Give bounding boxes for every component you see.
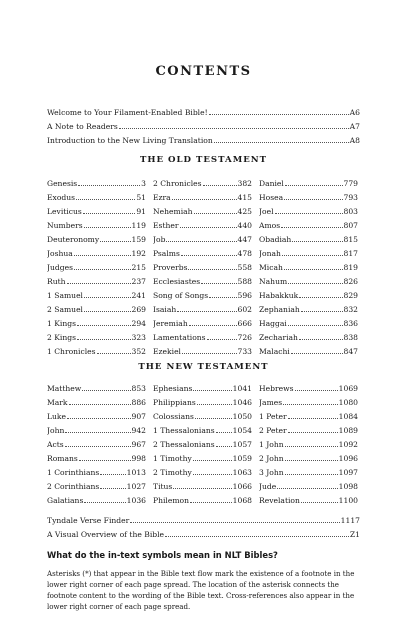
toc-entry[interactable]	[47, 478, 146, 492]
book-column	[47, 380, 146, 506]
entry-name: Zechariah	[259, 333, 298, 342]
entry-name: Ezra	[153, 193, 171, 202]
entry-name: Welcome to Your Filament-Enabled Bible!	[47, 108, 208, 117]
toc-entry[interactable]	[47, 512, 360, 526]
toc-entry[interactable]	[153, 422, 252, 436]
dot-leader	[214, 132, 349, 143]
entry-page: 237	[131, 277, 146, 286]
entry-name: Galatians	[47, 496, 84, 505]
dot-leader	[67, 408, 130, 419]
entry-page: 323	[131, 333, 146, 342]
entry-page: 352	[131, 347, 146, 356]
entry-page: 415	[237, 193, 252, 202]
dot-leader	[193, 464, 232, 475]
entry-name: 2 Kings	[47, 333, 76, 342]
toc-entry[interactable]	[259, 273, 358, 287]
entry-name: 2 Corinthians	[47, 482, 100, 491]
entry-name: Ephesians	[153, 384, 193, 393]
toc-entry[interactable]	[259, 464, 358, 478]
toc-entry[interactable]	[259, 380, 358, 394]
book-column	[259, 175, 358, 357]
dot-leader	[275, 203, 343, 214]
entry-page: 241	[131, 291, 146, 300]
entry-name: Joel	[259, 207, 274, 216]
old-testament-heading: THE OLD TESTAMENT	[139, 155, 268, 165]
entry-page: 853	[131, 384, 146, 393]
entry-page: 907	[131, 412, 146, 421]
entry-page: 1080	[338, 398, 358, 407]
dot-leader	[201, 273, 236, 284]
toc-entry[interactable]	[153, 217, 252, 231]
toc-entry[interactable]	[47, 132, 360, 146]
dot-leader	[282, 245, 343, 256]
toc-entry[interactable]	[153, 245, 252, 259]
entry-page: 215	[131, 263, 146, 272]
toc-entry[interactable]	[153, 315, 252, 329]
toc-entry[interactable]	[47, 315, 146, 329]
entry-name: Jude	[259, 482, 277, 491]
entry-name: Tyndale Verse Finder	[47, 516, 130, 525]
entry-name: Titus	[153, 482, 173, 491]
dot-leader	[209, 287, 236, 298]
toc-entry[interactable]	[259, 231, 358, 245]
entry-page: 1054	[232, 426, 252, 435]
dot-leader	[288, 408, 338, 419]
toc-entry[interactable]	[259, 450, 358, 464]
entry-page: 1089	[338, 426, 358, 435]
dot-leader	[190, 492, 232, 503]
dot-leader	[182, 343, 237, 354]
dot-leader	[281, 217, 342, 228]
book-column	[153, 175, 252, 357]
entry-name: 2 Samuel	[47, 305, 83, 314]
toc-entry[interactable]	[259, 343, 358, 357]
new-testament-grid	[47, 380, 360, 506]
toc-entry[interactable]	[47, 104, 360, 118]
dot-leader	[173, 478, 231, 489]
entry-name: 3 John	[259, 468, 284, 477]
dot-leader	[67, 273, 131, 284]
entry-name: 1 Kings	[47, 319, 76, 328]
dot-leader	[74, 259, 130, 270]
entry-page: 793	[343, 193, 358, 202]
toc-entry[interactable]	[153, 408, 252, 422]
entry-name: Genesis	[47, 179, 78, 188]
dot-leader	[288, 273, 342, 284]
entry-page: 886	[131, 398, 146, 407]
toc-entry[interactable]	[47, 422, 146, 436]
entry-page: 1041	[232, 384, 252, 393]
entry-name: Malachi	[259, 347, 290, 356]
toc-entry[interactable]	[47, 217, 146, 231]
toc-entry[interactable]	[259, 436, 358, 450]
toc-entry[interactable]	[47, 436, 146, 450]
toc-entry[interactable]	[47, 492, 146, 506]
toc-entry[interactable]	[259, 203, 358, 217]
entry-name: A Note to Readers	[47, 122, 118, 131]
entry-page: 998	[131, 454, 146, 463]
entry-name: Exodus	[47, 193, 76, 202]
dot-leader	[119, 118, 349, 129]
entry-name: 2 John	[259, 454, 284, 463]
dot-leader	[197, 394, 232, 405]
dot-leader	[69, 394, 131, 405]
entry-name: Ezekiel	[153, 347, 181, 356]
toc-entry[interactable]	[259, 478, 358, 492]
entry-page: 602	[237, 305, 252, 314]
entry-name: A Visual Overview of the Bible	[47, 530, 165, 539]
old-testament-grid	[47, 175, 360, 357]
toc-entry[interactable]	[153, 273, 252, 287]
entry-name: Judges	[47, 263, 74, 272]
entry-page: 588	[237, 277, 252, 286]
entry-page: 440	[237, 221, 252, 230]
entry-name: Psalms	[153, 249, 180, 258]
entry-page: 819	[343, 263, 358, 272]
entry-name: Haggai	[259, 319, 287, 328]
dot-leader	[82, 380, 130, 391]
toc-entry[interactable]	[259, 492, 358, 506]
toc-entry[interactable]	[47, 464, 146, 478]
entry-name: Amos	[259, 221, 281, 230]
entry-page: 1097	[338, 468, 358, 477]
entry-name: 1 Corinthians	[47, 468, 100, 477]
dot-leader	[189, 315, 237, 326]
dot-leader	[84, 287, 131, 298]
entry-name: Revelation	[259, 496, 300, 505]
entry-page: 1068	[232, 496, 252, 505]
toc-entry[interactable]	[47, 245, 146, 259]
toc-entry[interactable]	[259, 315, 358, 329]
toc-entry[interactable]	[47, 329, 146, 343]
dot-leader	[194, 203, 237, 214]
entry-name: Jonah	[259, 249, 281, 258]
toc-entry[interactable]	[153, 231, 252, 245]
entry-name: Hosea	[259, 193, 284, 202]
toc-entry[interactable]	[153, 301, 252, 315]
entry-page: 447	[237, 235, 252, 244]
toc-entry[interactable]	[259, 287, 358, 301]
dot-leader	[180, 217, 237, 228]
entry-name: Micah	[259, 263, 283, 272]
dot-leader	[301, 301, 343, 312]
entry-page: 1069	[338, 384, 358, 393]
entry-name: Proverbs	[153, 263, 188, 272]
entry-name: Song of Songs	[153, 291, 209, 300]
toc-entry[interactable]	[47, 394, 146, 408]
entry-page: 779	[343, 179, 358, 188]
entry-name: Daniel	[259, 179, 284, 188]
toc-entry[interactable]	[153, 287, 252, 301]
entry-page: 1100	[338, 496, 358, 505]
entry-name: Zephaniah	[259, 305, 300, 314]
entry-page: 1057	[232, 440, 252, 449]
dot-leader	[285, 175, 343, 186]
entry-page: 1036	[126, 496, 146, 505]
dot-leader	[301, 492, 338, 503]
entry-name: Romans	[47, 454, 78, 463]
entry-name: Jeremiah	[153, 319, 188, 328]
toc-entry[interactable]	[259, 175, 358, 189]
toc-entry[interactable]	[153, 394, 252, 408]
toc-entry[interactable]	[47, 118, 360, 132]
entry-page: 1050	[232, 412, 252, 421]
entry-page: A7	[349, 122, 360, 131]
dot-leader	[100, 231, 130, 242]
entry-page: 733	[237, 347, 252, 356]
entry-page: 666	[237, 319, 252, 328]
entry-name: Habakkuk	[259, 291, 299, 300]
dot-leader	[291, 343, 343, 354]
dot-leader	[193, 380, 231, 391]
toc-entry[interactable]	[153, 175, 252, 189]
toc-entry[interactable]	[47, 231, 146, 245]
entry-name: 1 Timothy	[153, 454, 192, 463]
toc-entry[interactable]	[47, 301, 146, 315]
dot-leader	[100, 478, 125, 489]
entry-page: 119	[131, 221, 146, 230]
entry-name: Ecclesiastes	[153, 277, 201, 286]
entry-name: Ruth	[47, 277, 66, 286]
entry-name: Nehemiah	[153, 207, 193, 216]
entry-name: 1 Chronicles	[47, 347, 96, 356]
entry-page: 942	[131, 426, 146, 435]
entry-name: Job	[153, 235, 166, 244]
toc-entry[interactable]	[153, 259, 252, 273]
entry-page: 815	[343, 235, 358, 244]
entry-page: Z1	[349, 530, 360, 539]
dot-leader	[130, 512, 339, 523]
toc-entry[interactable]	[153, 380, 252, 394]
dot-leader	[285, 436, 338, 447]
dot-leader	[285, 450, 338, 461]
entry-page: 726	[237, 333, 252, 342]
toc-entry[interactable]	[153, 450, 252, 464]
entry-page: 836	[343, 319, 358, 328]
entry-name: James	[259, 398, 283, 407]
toc-entry[interactable]	[47, 273, 146, 287]
dot-leader	[288, 315, 343, 326]
dot-leader	[83, 203, 136, 214]
entry-page: 1117	[340, 516, 360, 525]
dot-leader	[78, 175, 140, 186]
toc-entry[interactable]	[259, 422, 358, 436]
toc-entry[interactable]	[153, 478, 252, 492]
dot-leader	[195, 408, 232, 419]
new-testament-heading: THE NEW TESTAMENT	[138, 362, 269, 372]
entry-page: 967	[131, 440, 146, 449]
dot-leader	[77, 329, 131, 340]
entry-name: Philemon	[153, 496, 190, 505]
entry-page: A6	[349, 108, 360, 117]
entry-name: Luke	[47, 412, 67, 421]
entry-name: Deuteronomy	[47, 235, 100, 244]
entry-page: 829	[343, 291, 358, 300]
entry-name: Nahum	[259, 277, 288, 286]
page-title: CONTENTS	[155, 64, 252, 79]
dot-leader	[84, 301, 131, 312]
entry-page: 1059	[232, 454, 252, 463]
entry-name: 1 Thessalonians	[153, 426, 215, 435]
toc-entry[interactable]	[259, 259, 358, 273]
dot-leader	[165, 526, 349, 537]
toc-entry[interactable]	[47, 380, 146, 394]
toc-entry[interactable]	[47, 343, 146, 357]
dot-leader	[65, 436, 131, 447]
entry-name: 1 Peter	[259, 412, 287, 421]
entry-name: Acts	[47, 440, 64, 449]
entry-name: Philippians	[153, 398, 196, 407]
entry-page: 1027	[126, 482, 146, 491]
entry-page: 1013	[126, 468, 146, 477]
entry-name: Numbers	[47, 221, 83, 230]
dot-leader	[292, 231, 342, 242]
entry-name: Hebrews	[259, 384, 294, 393]
dot-leader	[188, 259, 236, 270]
dot-leader	[166, 231, 236, 242]
toc-entry[interactable]	[153, 329, 252, 343]
entry-page: 3	[141, 179, 146, 188]
dot-leader	[77, 315, 131, 326]
entry-name: John	[47, 426, 65, 435]
dot-leader	[284, 189, 342, 200]
toc-entry[interactable]	[259, 245, 358, 259]
entry-page: 803	[343, 207, 358, 216]
entry-page: 1098	[338, 482, 358, 491]
toc-entry[interactable]	[259, 329, 358, 343]
dot-leader	[203, 175, 237, 186]
faq-question: What do the in-text symbols mean in NLT Bibles?	[47, 550, 278, 560]
dot-leader	[283, 394, 338, 405]
dot-leader	[284, 259, 343, 270]
dot-leader	[84, 217, 131, 228]
entry-page: 425	[237, 207, 252, 216]
entry-page: 478	[237, 249, 252, 258]
entry-page: 269	[131, 305, 146, 314]
dot-leader	[288, 422, 338, 433]
toc-entry[interactable]	[47, 259, 146, 273]
dot-leader	[285, 464, 338, 475]
faq-answer: Asterisks (*) that appear in the Bible text flow mark the existence of a footnote in the lower right corner of each page spread. The location of the asterisk connects the footnote content to the wording of the Bible text. Cross-references also appear in the lower right corner of each page spread.	[47, 569, 355, 611]
dot-leader	[74, 245, 131, 256]
entry-page: 159	[131, 235, 146, 244]
front-matter-list	[47, 104, 360, 146]
toc-entry[interactable]	[153, 343, 252, 357]
entry-page: 1046	[232, 398, 252, 407]
entry-page: 847	[343, 347, 358, 356]
book-column	[47, 175, 146, 357]
toc-entry[interactable]	[47, 526, 360, 540]
dot-leader	[216, 422, 232, 433]
entry-name: Esther	[153, 221, 179, 230]
toc-entry[interactable]	[153, 436, 252, 450]
entry-name: 2 Thessalonians	[153, 440, 215, 449]
toc-entry[interactable]	[47, 408, 146, 422]
entry-page: 1063	[232, 468, 252, 477]
entry-name: 1 Samuel	[47, 291, 83, 300]
entry-page: 1084	[338, 412, 358, 421]
toc-entry[interactable]	[259, 189, 358, 203]
toc-entry[interactable]	[259, 301, 358, 315]
dot-leader	[172, 189, 237, 200]
dot-leader	[84, 492, 125, 503]
toc-entry[interactable]	[153, 492, 252, 506]
entry-name: Isaiah	[153, 305, 177, 314]
entry-name: 2 Chronicles	[153, 179, 202, 188]
entry-name: 1 John	[259, 440, 284, 449]
book-column	[153, 380, 252, 506]
dot-leader	[193, 450, 232, 461]
dot-leader	[97, 343, 131, 354]
dot-leader	[209, 104, 349, 115]
entry-name: Joshua	[47, 249, 73, 258]
entry-page: A8	[349, 136, 360, 145]
entry-page: 294	[131, 319, 146, 328]
back-matter-list	[47, 512, 360, 540]
entry-page: 817	[343, 249, 358, 258]
toc-entry[interactable]	[259, 217, 358, 231]
toc-entry[interactable]	[153, 464, 252, 478]
toc-entry[interactable]	[153, 189, 252, 203]
toc-entry[interactable]	[259, 408, 358, 422]
entry-page: 832	[343, 305, 358, 314]
entry-page: 1096	[338, 454, 358, 463]
entry-name: Introduction to the New Living Translation	[47, 136, 213, 145]
dot-leader	[177, 301, 236, 312]
toc-entry[interactable]	[153, 203, 252, 217]
entry-page: 382	[237, 179, 252, 188]
toc-entry[interactable]	[47, 189, 146, 203]
dot-leader	[299, 329, 343, 340]
entry-name: 2 Peter	[259, 426, 287, 435]
entry-page: 826	[343, 277, 358, 286]
entry-name: 2 Timothy	[153, 468, 192, 477]
entry-name: Leviticus	[47, 207, 82, 216]
dot-leader	[295, 380, 338, 391]
dot-leader	[277, 478, 337, 489]
entry-name: Lamentations	[153, 333, 206, 342]
book-column	[259, 380, 358, 506]
entry-page: 558	[237, 263, 252, 272]
toc-entry[interactable]	[47, 203, 146, 217]
entry-name: Colossians	[153, 412, 194, 421]
dot-leader	[299, 287, 342, 298]
toc-entry[interactable]	[47, 450, 146, 464]
entry-page: 192	[131, 249, 146, 258]
toc-entry[interactable]	[47, 175, 146, 189]
entry-page: 807	[343, 221, 358, 230]
entry-page: 1092	[338, 440, 358, 449]
entry-name: Matthew	[47, 384, 82, 393]
dot-leader	[100, 464, 125, 475]
entry-page: 596	[237, 291, 252, 300]
entry-page: 91	[136, 207, 146, 216]
entry-page: 51	[136, 193, 146, 202]
dot-leader	[181, 245, 237, 256]
dot-leader	[207, 329, 237, 340]
entry-name: Mark	[47, 398, 68, 407]
dot-leader	[216, 436, 232, 447]
dot-leader	[76, 189, 135, 200]
toc-entry[interactable]	[259, 394, 358, 408]
entry-page: 1066	[232, 482, 252, 491]
dot-leader	[65, 422, 130, 433]
dot-leader	[79, 450, 131, 461]
entry-page: 838	[343, 333, 358, 342]
entry-name: Obadiah	[259, 235, 292, 244]
toc-entry[interactable]	[47, 287, 146, 301]
